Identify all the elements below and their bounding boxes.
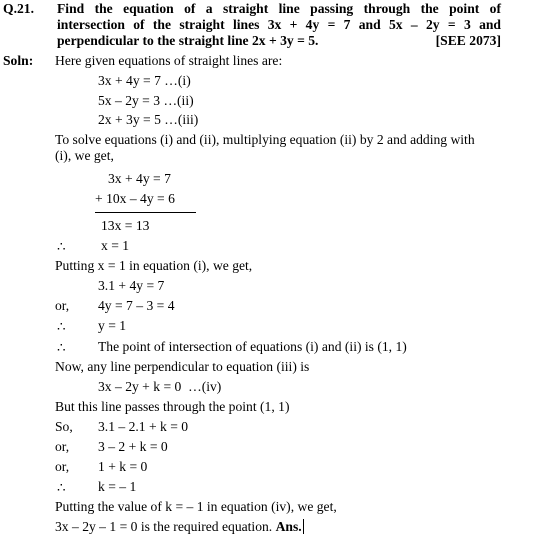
question-reference: [SEE 2073] — [435, 33, 501, 48]
ans-label: Ans. — [275, 519, 302, 534]
perpendicular-intro: Now, any line perpendicular to equation (iii) is — [55, 359, 310, 374]
addition-row-1: 3x + 4y = 7 — [108, 171, 171, 186]
question-line-3 — [57, 33, 501, 49]
so-label: So, — [55, 419, 73, 434]
or-label-1: or, — [55, 298, 70, 313]
putting-x-text: Putting x = 1 in equation (i), we get, — [55, 258, 253, 273]
intersection-text: The point of intersection of equations (i) and (ii) is (1, 1) — [98, 339, 407, 354]
x-value: x = 1 — [101, 238, 130, 253]
k-value: k = – 1 — [98, 479, 137, 494]
putting-k-text: Putting the value of k = – 1 in equation (iv), we get, — [55, 499, 337, 514]
k-step-3: 1 + k = 0 — [98, 459, 148, 474]
equation-iii: 2x + 3y = 5 …(iii) — [98, 112, 199, 127]
solve-text-line-1: To solve equations (i) and (ii), multiplying equation (ii) by 2 and adding with — [55, 132, 475, 147]
substitution-1: 3.1 + 4y = 7 — [98, 278, 165, 293]
addition-divider — [95, 212, 196, 213]
therefore-symbol: ∴ — [57, 239, 66, 254]
or-label-3: or, — [55, 459, 70, 474]
equation-ii: 5x – 2y = 3 …(ii) — [98, 93, 194, 108]
question-text — [57, 1, 501, 49]
solve-text-line-2: (i), we get, — [55, 148, 114, 163]
therefore-symbol-4: ∴ — [57, 480, 66, 495]
final-equation: 3x – 2y – 1 = 0 is the required equation. — [55, 519, 273, 534]
passes-text: But this line passes through the point (1, 1) — [55, 399, 290, 414]
equation-iv: 3x – 2y + k = 0 …(iv) — [98, 379, 222, 394]
solution-label: Soln: — [3, 53, 34, 68]
final-answer-line — [55, 519, 304, 535]
k-step-2: 3 – 2 + k = 0 — [98, 439, 168, 454]
question-line-1: Find the equation of a straight line passing through the point of — [57, 1, 501, 16]
substitution-2: 4y = 7 – 3 = 4 — [98, 298, 175, 313]
text-cursor — [303, 519, 304, 534]
question-line-3-text: perpendicular to the straight line 2x + 3y = 5. — [57, 33, 319, 48]
therefore-symbol-2: ∴ — [57, 319, 66, 334]
question-line-2: intersection of the straight lines 3x + 4y = 7 and 5x – 2y = 3 and — [57, 17, 501, 32]
therefore-symbol-3: ∴ — [57, 340, 66, 355]
addition-row-2: + 10x – 4y = 6 — [95, 191, 175, 206]
equation-i: 3x + 4y = 7 …(i) — [98, 73, 191, 88]
y-value: y = 1 — [98, 318, 127, 333]
k-step-1: 3.1 – 2.1 + k = 0 — [98, 419, 189, 434]
addition-result: 13x = 13 — [101, 218, 150, 233]
or-label-2: or, — [55, 439, 70, 454]
solution-intro: Here given equations of straight lines are: — [55, 53, 283, 68]
question-number: Q.21. — [3, 1, 34, 16]
